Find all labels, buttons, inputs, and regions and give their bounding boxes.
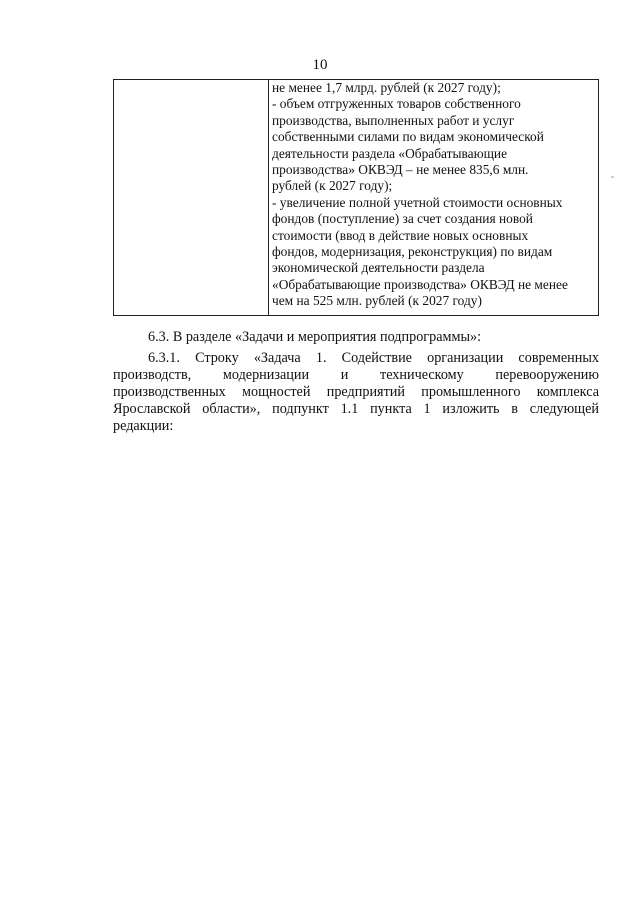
cell-line: собственными силами по видам экономической xyxy=(272,129,544,145)
table-left-cell xyxy=(114,80,269,315)
cell-line: не менее 1,7 млрд. рублей (к 2027 году); xyxy=(272,80,501,95)
paragraph-line: производств, модернизации и техническому перевооружению xyxy=(113,367,599,383)
page-number: 10 xyxy=(312,57,328,73)
cell-line: - объем отгруженных товаров собственного xyxy=(272,96,521,112)
cell-line: чем на 525 млн. рублей (к 2027 году) xyxy=(272,293,482,309)
paragraph-section-6-3 xyxy=(113,329,599,346)
cell-line: деятельности раздела «Обрабатывающие xyxy=(272,145,508,161)
scan-speck xyxy=(611,176,614,178)
cell-line: «Обрабатывающие производства» ОКВЭД не менее xyxy=(272,276,568,292)
cell-line: рублей (к 2027 году); xyxy=(272,178,393,194)
cell-line: фондов (поступление) за счет создания новой xyxy=(272,211,533,227)
cell-line: - увеличение полной учетной стоимости основных xyxy=(272,194,563,210)
paragraph-line: Ярославской области», подпункт 1.1 пункта 1 изложить в следующей xyxy=(113,401,599,417)
indicators-table xyxy=(113,79,599,316)
table-right-cell xyxy=(269,80,598,315)
cell-line: фондов, модернизация, реконструкция) по видам xyxy=(272,244,553,260)
paragraph-line: 6.3. В разделе «Задачи и мероприятия подпрограммы»: xyxy=(148,329,482,345)
paragraph-line: 6.3.1. Строку «Задача 1. Содействие организации современных xyxy=(148,350,599,366)
cell-line: производства, выполненных работ и услуг xyxy=(272,112,515,128)
cell-line: экономической деятельности раздела xyxy=(272,260,485,276)
paragraph-line: производственных мощностей предприятий промышленного комплекса xyxy=(113,384,599,400)
paragraph-section-6-3-1 xyxy=(113,350,599,435)
cell-line: стоимости (ввод в действие новых основных xyxy=(272,227,529,243)
cell-line: производства» ОКВЭД – не менее 835,6 млн. xyxy=(272,162,529,178)
paragraph-line: редакции: xyxy=(113,418,174,434)
